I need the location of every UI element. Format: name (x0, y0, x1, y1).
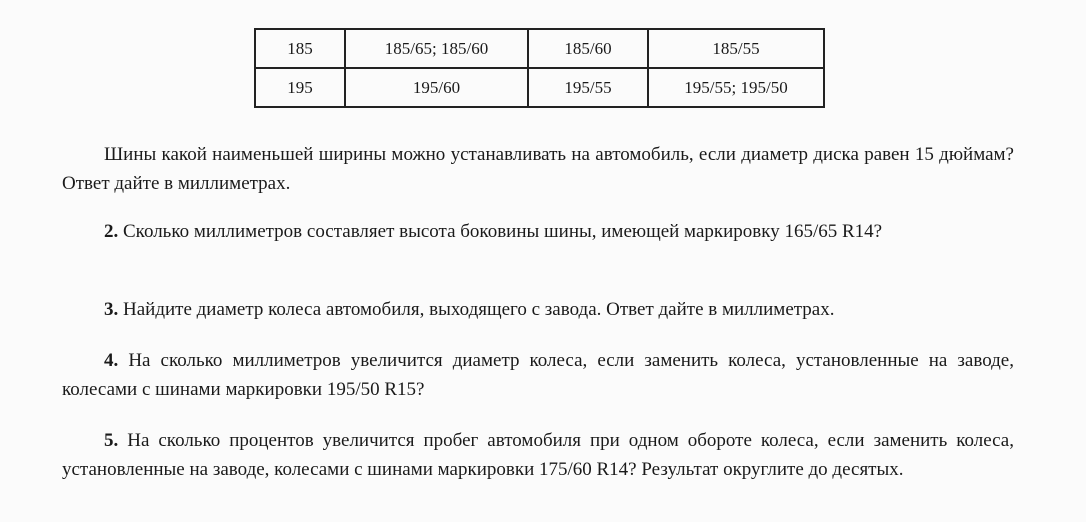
question-1 (62, 140, 1014, 198)
question-3 (62, 295, 1014, 324)
question-number: 5. (104, 430, 119, 451)
tire-size-table (254, 28, 825, 108)
question-number: 4. (104, 350, 119, 371)
table-cell: 185/65; 185/60 (345, 29, 528, 68)
question-text: Шины какой наименьшей ширины можно устанавливать на автомобиль, если диаметр диска равен 15 дюймам? Ответ дайте в миллиметрах. (62, 144, 1014, 194)
table-cell: 185 (255, 29, 345, 68)
table-cell: 195/60 (345, 68, 528, 107)
question-4 (62, 346, 1014, 404)
question-5 (62, 426, 1014, 484)
question-text: На сколько процентов увеличится пробег автомобиля при одном обороте колеса, если заменить колеса, установленные на заводе, колесами с шинами маркировки 175/60 R14? Результат округлите до десятых. (62, 430, 1014, 480)
question-number: 3. (104, 299, 119, 320)
table-cell: 185/55 (648, 29, 824, 68)
table-cell: 195 (255, 68, 345, 107)
table-cell: 195/55 (528, 68, 648, 107)
question-text: На сколько миллиметров увеличится диаметр колеса, если заменить колеса, установленные на заводе, колесами с шинами маркировки 195/50 R15? (62, 350, 1014, 400)
question-2 (62, 217, 1014, 246)
question-text: Найдите диаметр колеса автомобиля, выходящего с завода. Ответ дайте в миллиметрах. (123, 299, 835, 320)
question-number: 2. (104, 221, 119, 242)
table-row (255, 29, 824, 68)
question-text: Сколько миллиметров составляет высота боковины шины, имеющей маркировку 165/65 R14? (123, 221, 883, 242)
table-cell: 185/60 (528, 29, 648, 68)
table-cell: 195/55; 195/50 (648, 68, 824, 107)
table-row (255, 68, 824, 107)
